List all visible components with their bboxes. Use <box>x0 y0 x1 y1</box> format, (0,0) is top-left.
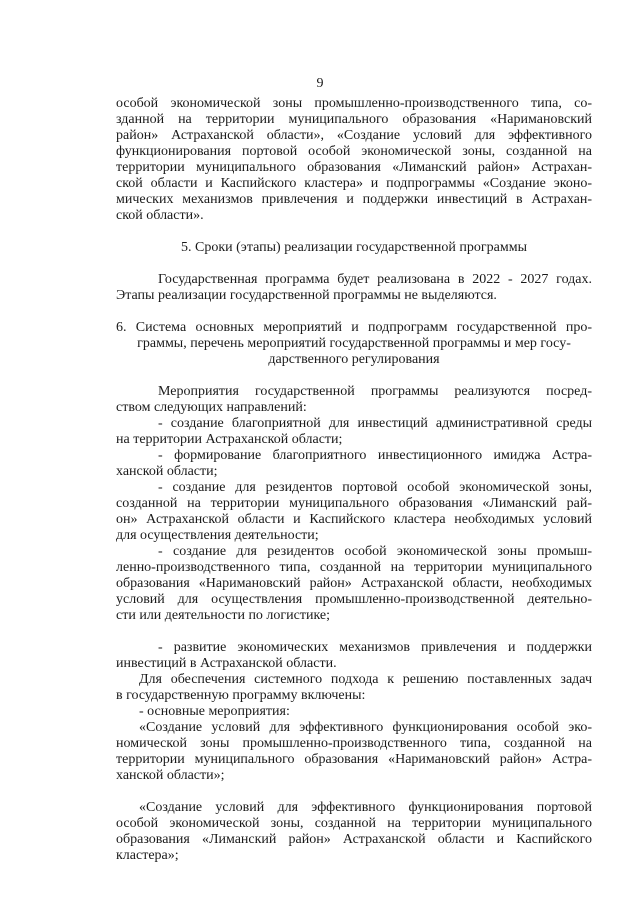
paragraph-line: особой экономической зоны промышленно-производственного типа, со- <box>116 96 592 111</box>
list-item: - создание для резидентов портовой особой экономической зоны, <box>158 480 592 495</box>
list-item: сти или деятельности по логистике; <box>116 608 331 623</box>
list-item: образования «Наримановский район» Астраханской области, необходимых <box>116 576 592 591</box>
list-item: на территории Астраханской области; <box>116 432 343 447</box>
paragraph-line: ством следующих направлений: <box>116 400 307 415</box>
list-item: для осуществления деятельности; <box>116 528 319 543</box>
paragraph-line: «Создание условий для эффективного функционирования особой эко- <box>139 720 592 735</box>
paragraph-line: функционирования портовой особой экономической зоны, созданной на <box>116 144 592 159</box>
section-5-heading: 5. Сроки (этапы) реализации государственной программы <box>181 240 527 255</box>
section-6-heading: дарственного регулирования <box>268 352 440 367</box>
list-item: - создание для резидентов особой экономической зоны промыш- <box>158 544 592 559</box>
paragraph-line: «Создание условий для эффективного функционирования портовой <box>139 800 592 815</box>
paragraph-line: мических механизмов привлечения и поддержки инвестиций в Астрахан- <box>116 192 592 207</box>
paragraph-line: особой экономической зоны, созданной на территории муниципального <box>116 816 592 831</box>
paragraph-line: территории муниципального образования «Наримановский район» Астра- <box>116 752 592 767</box>
paragraph-line: Мероприятия государственной программы реализуются посред- <box>158 384 592 399</box>
paragraph-line: Этапы реализации государственной программы не выделяются. <box>116 288 497 303</box>
list-item: условий для осуществления промышленно-производственной деятельно- <box>116 592 592 607</box>
list-item: - развитие экономических механизмов привлечения и поддержки <box>158 640 592 655</box>
section-6-heading: 6. Система основных мероприятий и подпрограмм государственной про- <box>116 320 592 335</box>
paragraph-line: номической зоны промышленно-производственного типа, созданной на <box>116 736 592 751</box>
list-item: - создание благоприятной для инвестиций административной среды <box>158 416 592 431</box>
list-item: ленно-производственного типа, созданной на территории муниципального <box>116 560 592 575</box>
paragraph-line: зданной на территории муниципального образования «Наримановский <box>116 112 592 127</box>
paragraph-line: ханской области»; <box>116 768 225 783</box>
paragraph-line: образования «Лиманский район» Астраханской области и Каспийского <box>116 832 592 847</box>
list-item: созданной на территории муниципального образования «Лиманский рай- <box>116 496 592 511</box>
paragraph-line: кластера»; <box>116 848 179 863</box>
paragraph-line: территории муниципального образования «Лиманский район» Астрахан- <box>116 160 592 175</box>
page-number: 9 <box>316 76 324 91</box>
section-6-heading: граммы, перечень мероприятий государственной программы и мер госу- <box>137 336 571 351</box>
paragraph-line: район» Астраханской области», «Создание условий для эффективного <box>116 128 592 143</box>
paragraph-line: Государственная программа будет реализована в 2022 - 2027 годах. <box>158 272 592 287</box>
paragraph-line: в государственную программу включены: <box>116 688 366 703</box>
list-item: он» Астраханской области и Каспийского кластера необходимых условий <box>116 512 592 527</box>
paragraph-line: ской области». <box>116 208 204 223</box>
list-item: ханской области; <box>116 464 218 479</box>
paragraph-line: - основные мероприятия: <box>139 704 290 719</box>
list-item: - формирование благоприятного инвестиционного имиджа Астра- <box>158 448 592 463</box>
list-item: инвестиций в Астраханской области. <box>116 656 337 671</box>
paragraph-line: Для обеспечения системного подхода к решению поставленных задач <box>139 672 592 687</box>
paragraph-line: ской области и Каспийского кластера» и подпрограммы «Создание эконо- <box>116 176 592 191</box>
